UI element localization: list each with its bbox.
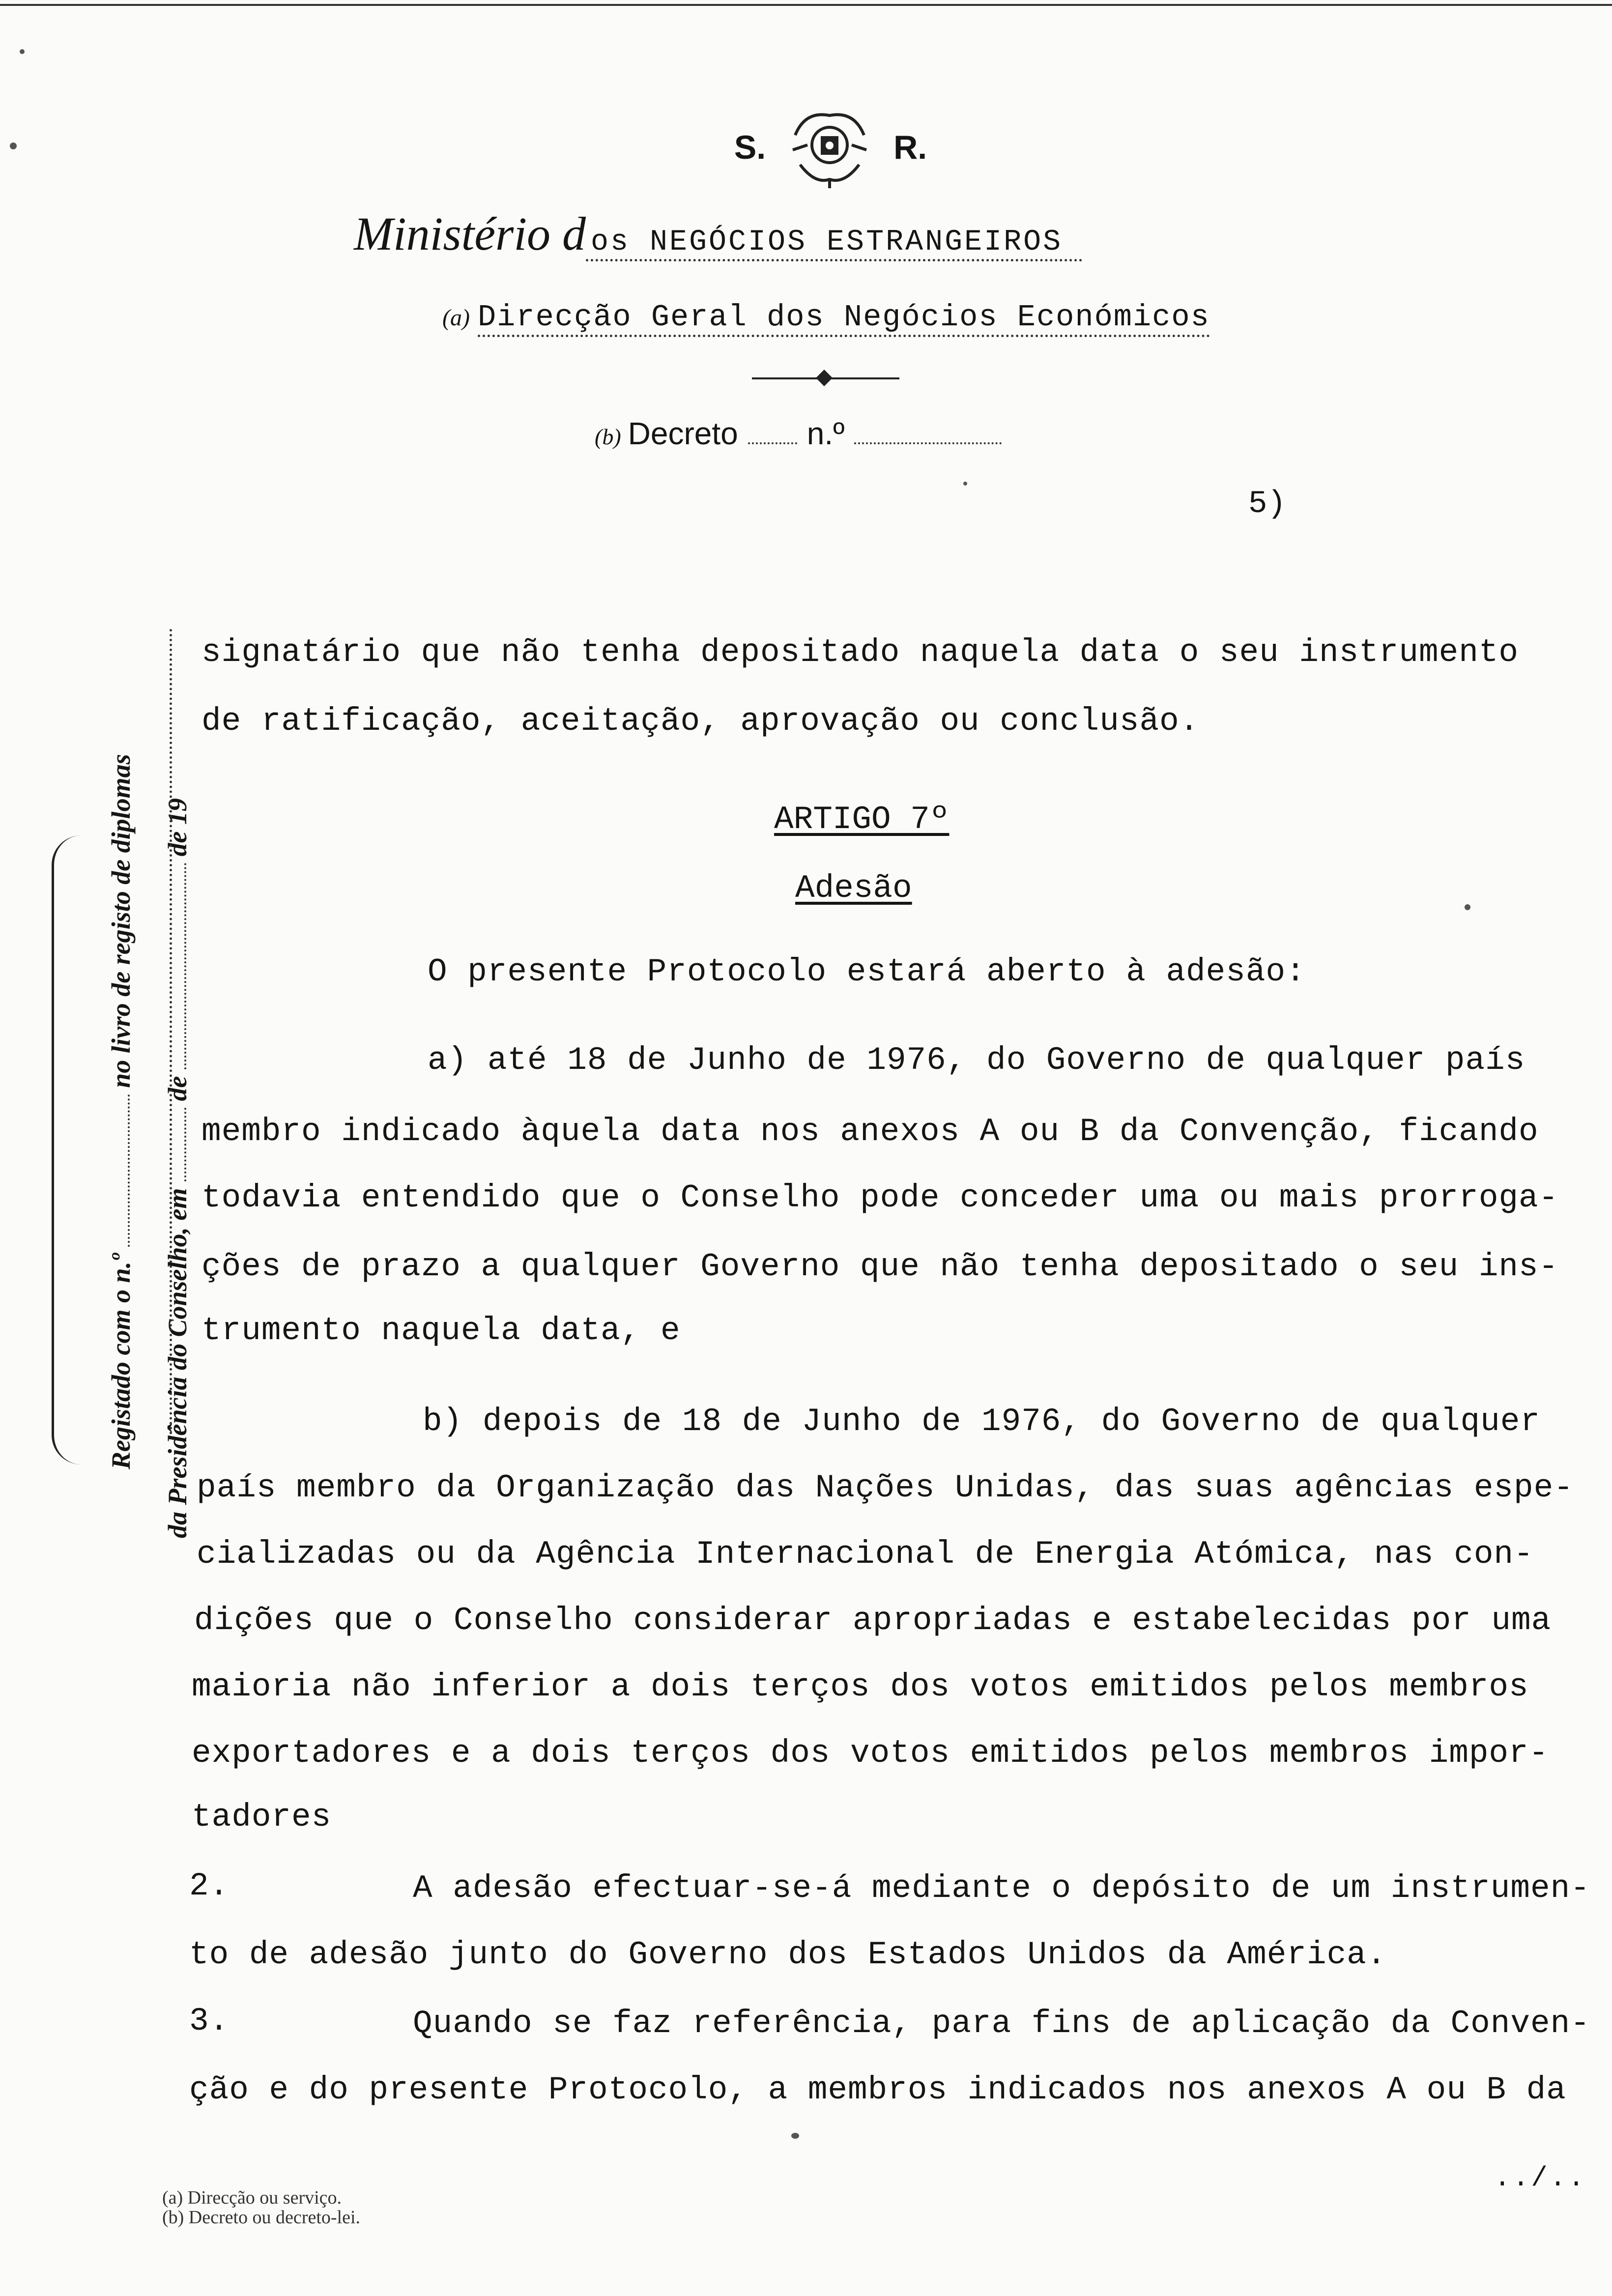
margin-note-outer <box>106 754 136 1469</box>
paragraph-3-number: 3. <box>189 2003 230 2039</box>
decreto-number-label: n.º <box>806 416 845 451</box>
item-a-line: membro indicado àquela data nos anexos A ou B da Convenção, ficando <box>202 1113 1539 1150</box>
margin-inner-blank-2 <box>179 863 186 1069</box>
scan-speck <box>20 49 25 54</box>
item-b-line: b) depois de 18 de Junho de 1976, do Governo de qualquer <box>423 1403 1540 1440</box>
page-number: 5) <box>1248 487 1286 522</box>
ministry-heading <box>354 206 1082 261</box>
item-b-line: exportadores e a dois terços dos votos emitidos pelos membros impor- <box>192 1735 1549 1772</box>
decreto-blank <box>748 437 797 444</box>
footnotes <box>162 2188 360 2227</box>
item-b-line: maioria não inferior a dois terços dos votos emitidos pelos membros <box>192 1668 1529 1705</box>
top-border-line <box>0 4 1612 6</box>
continuation-mark: ../.. <box>1494 2162 1587 2194</box>
decreto-number-blank <box>854 437 1002 444</box>
ministry-name-field: os NEGÓCIOS ESTRANGEIROS <box>586 226 1082 261</box>
item-a-line: ções de prazo a qualquer Governo que não tenha depositado o seu ins- <box>202 1248 1559 1285</box>
item-b-line: dições que o Conselho considerar apropriadas e estabelecidas por uma <box>194 1602 1552 1639</box>
crest-letter-right: R. <box>893 129 927 166</box>
scan-speck <box>1465 904 1470 910</box>
paragraph-2-line: to de adesão junto do Governo dos Estados Unidos da América. <box>189 1936 1387 1973</box>
margin-outer-text-2: no livro de registo de diplomas <box>106 754 136 1088</box>
body-line: de ratificação, aceitação, aprovação ou conclusão. <box>202 703 1200 740</box>
footnote-b: (b) Decreto ou decreto-lei. <box>162 2207 361 2228</box>
margin-inner-text-3: de 19 <box>163 798 192 857</box>
item-b-line: tadores <box>192 1799 332 1836</box>
paragraph-3-line: Quando se faz referência, para fins de aplicação da Conven- <box>413 2005 1590 2042</box>
article-title: ARTIGO 7º <box>774 801 950 838</box>
letterhead-crest <box>688 98 973 197</box>
margin-note-inner <box>162 798 193 1538</box>
item-b-line: país membro da Organização das Nações Unidas, das suas agências espe- <box>197 1469 1574 1506</box>
direccao-field: Direcção Geral dos Negócios Económicos <box>478 300 1210 337</box>
divider-diamond-icon <box>816 370 833 386</box>
margin-outer-blank <box>123 1094 130 1247</box>
margin-outer-text-1: Registado com o n.º <box>106 1253 136 1469</box>
item-a-line: a) até 18 de Junho de 1976, do Governo de qualquer país <box>428 1042 1526 1079</box>
margin-dotted-rule <box>170 629 172 1435</box>
decreto-text: Decreto <box>628 416 738 451</box>
item-a-line: trumento naquela data, e <box>202 1312 681 1349</box>
direccao-line <box>442 300 1210 335</box>
decreto-line <box>595 415 1002 452</box>
item-a-line: todavia entendido que o Conselho pode conceder uma ou mais prorroga- <box>202 1179 1559 1216</box>
scan-speck <box>963 482 967 486</box>
article-intro: O presente Protocolo estará aberto à adesão: <box>428 953 1306 990</box>
scan-speck <box>10 143 17 149</box>
footnote-a: (a) Direcção ou serviço. <box>162 2187 342 2208</box>
direccao-label: (a) <box>442 305 470 331</box>
item-b-line: cializadas ou da Agência Internacional de Energia Atómica, nas con- <box>197 1536 1534 1573</box>
paragraph-2-number: 2. <box>189 1867 230 1904</box>
paragraph-2-line: A adesão efectuar-se-á mediante o depósito de um instrumen- <box>413 1870 1590 1907</box>
margin-inner-blank-1 <box>179 1108 186 1181</box>
body-line: signatário que não tenha depositado naquela data o seu instrumento <box>202 634 1519 671</box>
margin-inner-text-1: da Presidência do Conselho, em <box>163 1188 192 1538</box>
crest-letter-left: S. <box>734 129 766 166</box>
margin-bracket <box>52 835 84 1464</box>
coat-of-arms-icon <box>785 106 874 189</box>
decreto-label: (b) <box>595 424 621 449</box>
article-subtitle: Adesão <box>795 870 912 907</box>
scan-speck <box>791 2133 799 2139</box>
margin-inner-text-2: de <box>163 1076 192 1101</box>
paragraph-3-line: ção e do presente Protocolo, a membros indicados nos anexos A ou B da <box>189 2071 1566 2108</box>
ministry-prefix: Ministério d <box>354 207 586 260</box>
